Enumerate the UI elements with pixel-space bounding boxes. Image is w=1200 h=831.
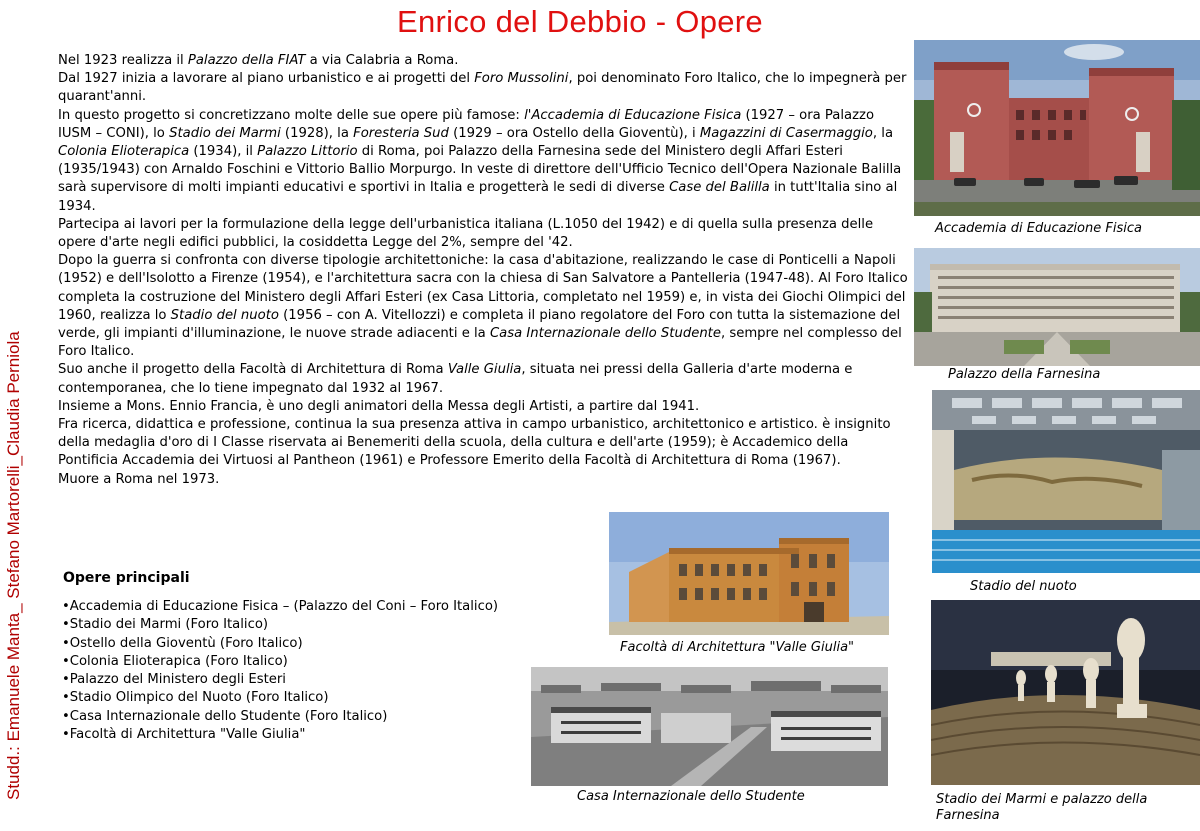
caption-stadio-marmi: Stadio dei Marmi e palazzo della Farnesina	[936, 792, 1148, 823]
caption-accademia: Accademia di Educazione Fisica	[935, 221, 1142, 236]
paragraph: Dal 1927 inizia a lavorare al piano urbanistico e ai progetti del Foro Mussolini, poi denominato Foro Italico, che lo impegnerà per quarant'anni.	[58, 71, 907, 105]
list-item: • Accademia di Educazione Fisica – (Palazzo del Coni – Foro Italico)	[62, 598, 498, 616]
page-title: Enrico del Debbio - Opere	[397, 4, 763, 39]
caption-farnesina: Palazzo della Farnesina	[948, 367, 1101, 382]
list-item: • Casa Internazionale dello Studente (Foro Italico)	[62, 708, 498, 726]
caption-stadio-nuoto: Stadio del nuoto	[970, 579, 1077, 594]
paragraph: Nel 1923 realizza il Palazzo della FIAT a via Calabria a Roma.	[58, 53, 459, 68]
paragraph: Insieme a Mons. Ennio Francia, è uno degli animatori della Messa degli Artisti, a partire dal 1941.	[58, 398, 700, 414]
works-list	[62, 598, 498, 744]
list-item: • Stadio dei Marmi (Foro Italico)	[62, 616, 498, 634]
photo-casa-studente	[531, 667, 888, 786]
paragraph: Dopo la guerra si confronta con diverse tipologie architettoniche: la casa d'abitazione, realizzando le case di Ponticelli a Napoli (1952) e dell'Isolotto a Firenze (1954), e l'architettura sacra con la chiesa di San Salvatore a Pantelleria (1947-48). Al Foro Italico completa la costruzione del Ministero degli Affari Esteri (ex Casa Littoria, completato nel 1959) e, in vista dei Giochi Olimpici del 1960, realizza lo Stadio del nuoto (1956 – con A. Vitellozzi) e completa il piano regolatore del Foro con tutta la sistemazione del verde, gli impianti d'illuminazione, le nuove strade adiacenti e la Casa Internazionale dello Studente, sempre nel complesso del Foro Italico.	[58, 253, 908, 360]
paragraph: Muore a Roma nel 1973.	[58, 471, 220, 487]
caption-casa-studente: Casa Internazionale dello Studente	[577, 789, 805, 804]
photo-valle-giulia	[609, 512, 889, 635]
list-item: • Palazzo del Ministero degli Esteri	[62, 671, 498, 689]
paragraph: Fra ricerca, didattica e professione, continua la sua presenza attiva in campo urbanistico, architettonico e artistico. è insignito della medaglia d'oro di I Classe riservata ai Benemeriti della scuola, della cultura e dell'arte (1959); è Accademico della Pontificia Accademia dei Virtuosi al Pantheon (1961) e Professore Emerito della Facoltà di Architettura di Roma (1967).	[58, 417, 891, 469]
biography-text	[58, 52, 908, 489]
photo-accademia	[914, 40, 1200, 216]
side-credit: Studd.: Emanuele Manta_ Stefano Martorelli_Claudia Perniola	[4, 331, 23, 800]
paragraph: Partecipa ai lavori per la formulazione della legge dell'urbanistica italiana (L.1050 del 1942) e di quella sulla presenza delle opere d'arte negli edifici pubblici, la cosiddetta Legge del 2%, sempre del '42.	[58, 216, 874, 251]
photo-farnesina	[914, 248, 1200, 366]
works-heading: Opere principali	[63, 570, 190, 586]
list-item: • Stadio Olimpico del Nuoto (Foro Italico)	[62, 689, 498, 707]
caption-valle-giulia: Facoltà di Architettura "Valle Giulia"	[620, 640, 855, 655]
list-item: • Facoltà di Architettura "Valle Giulia"	[62, 726, 498, 744]
paragraph: Suo anche il progetto della Facoltà di Architettura di Roma Valle Giulia, situata nei pressi della Galleria d'arte moderna e contemporanea, che lo tiene impegnato dal 1932 al 1967.	[58, 362, 853, 396]
photo-stadio-marmi	[931, 600, 1200, 785]
list-item: • Ostello della Gioventù (Foro Italico)	[62, 635, 498, 653]
paragraph: In questo progetto si concretizzano molte delle sue opere più famose: l'Accademia di Educazione Fisica (1927 – ora Palazzo IUSM – CONI), lo Stadio dei Marmi (1928), la Foresteria Sud (1929 – ora Ostello della Gioventù), i Magazzini di Casermaggio, la Colonia Elioterapica (1934), il Palazzo Littorio di Roma, poi Palazzo della Farnesina sede del Ministero degli Affari Esteri (1935/1943) con Arnaldo Foschini e Vittorio Ballio Morpurgo. In veste di direttore dell'Ufficio Tecnico dell'Opera Nazionale Balilla sarà supervisore di molti impianti educativi e sportivi in Italia e progetterà le sedi di diverse Case del Balilla in tutt'Italia sino al 1934.	[58, 107, 902, 214]
list-item: • Colonia Elioterapica (Foro Italico)	[62, 653, 498, 671]
photo-stadio-nuoto	[932, 390, 1200, 573]
